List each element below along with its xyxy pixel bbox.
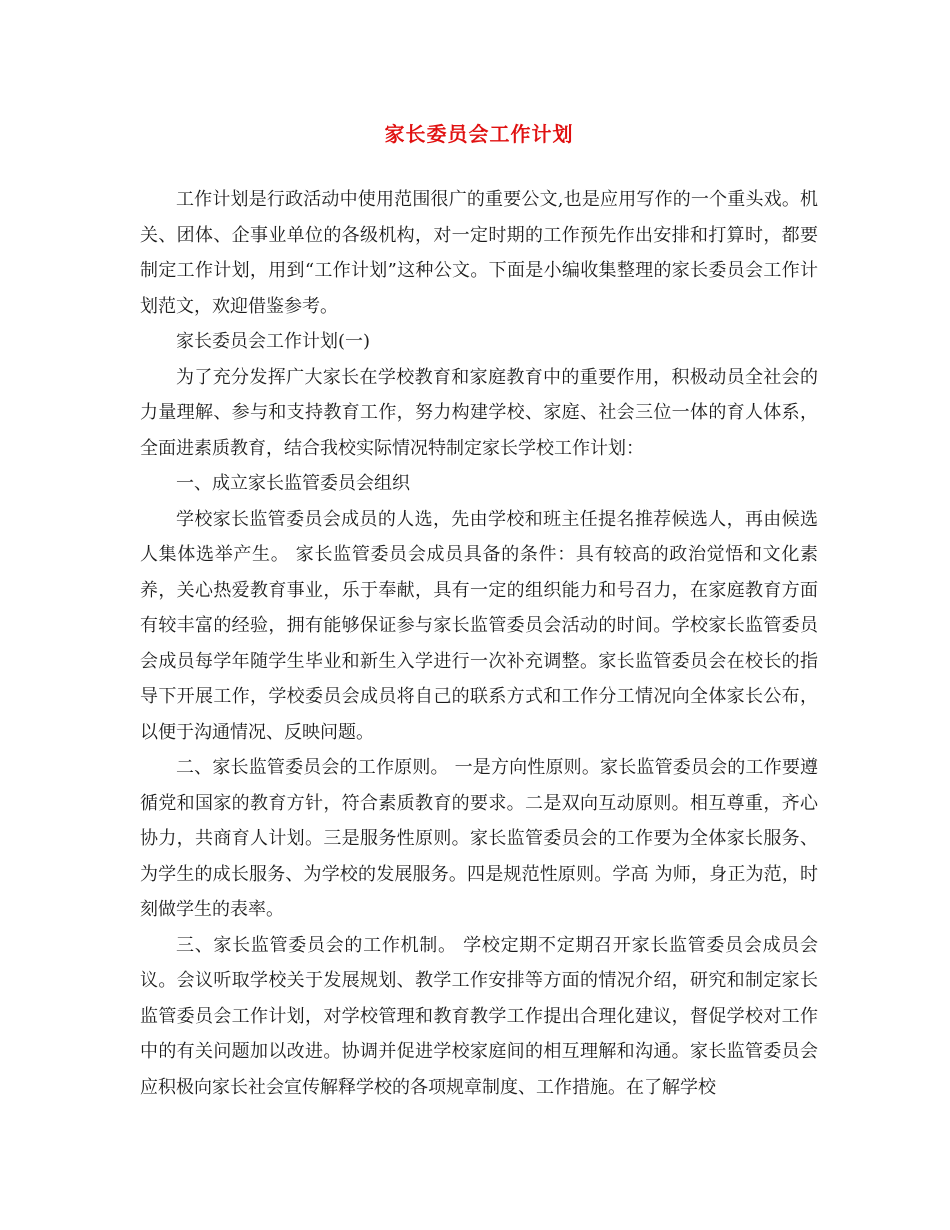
purpose-paragraph: 为了充分发挥广大家长在学校教育和家庭教育中的重要作用，积极动员全社会的力量理解、参与和支持教育工作，努力构建学校、家庭、社会三位一体的育人体系，全面进素质教育，结合我校实际情况特制定家长学校工作计划： [140,366,818,459]
intro-paragraph: 工作计划是行政活动中使用范围很广的重要公文,也是应用写作的一个重头戏。机关、团体、企事业单位的各级机构，对一定时期的工作预先作出安排和打算时，都要制定工作计划，用到“工作计划”这种公文。下面是小编收集整理的家长委员会工作计划范文，欢迎借鉴参考。 [140,189,818,317]
section-heading-1: 一、成立家长监管委员会组织 [176,473,410,494]
section-1-paragraph: 学校家长监管委员会成员的人选，先由学校和班主任提名推荐候选人，再由候选人集体选举产生。 家长监管委员会成员具备的条件：具有较高的政治觉悟和文化素养，关心热爱教育事业，乐于奉献，具有一定的组织能力和号召力，在家庭教育方面有较丰富的经验，拥有能够保证参与家长监管委员会活动的时间。学校家长监管委员会成员每学年随学生毕业和新生入学进行一次补充调整。家长监管委员会在校长的指导下开展工作，学校委员会成员将自己的联系方式和工作分工情况向全体家长公布，以便于沟通情况、反映问题。 [140,508,818,743]
plan-heading: 家长委员会工作计划(一) [176,331,371,352]
document-title: 家长委员会工作计划 [384,122,574,146]
section-3-paragraph: 三、家长监管委员会的工作机制。 学校定期不定期召开家长监管委员会成员会议。会议听取学校关于发展规划、教学工作安排等方面的情况介绍，研究和制定家长监管委员会工作计划，对学校管理和教育教学工作提出合理化建议，督促学校对工作中的有关问题加以改进。协调并促进学校家庭间的相互理解和沟通。家长监管委员会应积极向家长社会宣传解释学校的各项规章制度、工作措施。在了解学校 [140,934,818,1098]
section-2-paragraph: 二、家长监管委员会的工作原则。 一是方向性原则。家长监管委员会的工作要遵循党和国家的教育方针，符合素质教育的要求。二是双向互动原则。相互尊重，齐心协力，共商育人计划。三是服务性原则。家长监管委员会的工作要为全体家长服务、为学生的成长服务、为学校的发展服务。四是规范性原则。学高 为师，身正为范，时刻做学生的表率。 [140,757,818,920]
